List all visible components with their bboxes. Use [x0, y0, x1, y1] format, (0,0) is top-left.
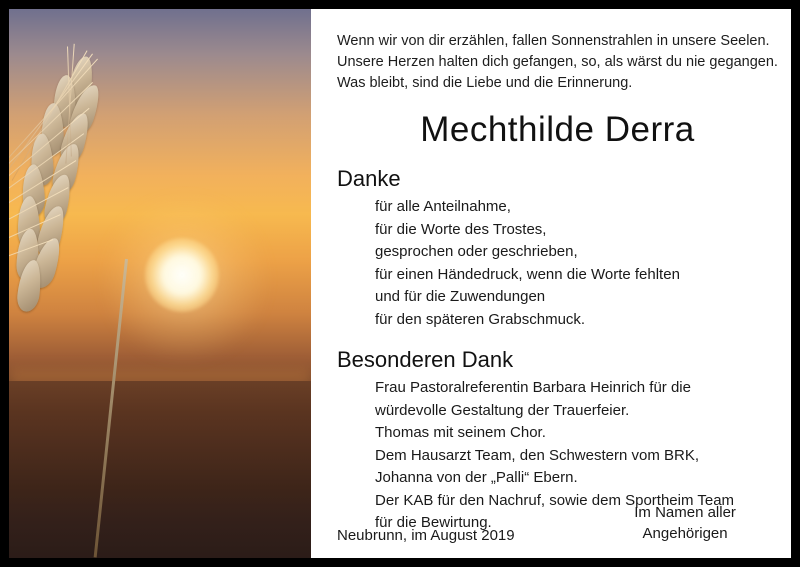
special-thanks-line: Der KAB für den Nachruf, sowie dem Sportheim Team — [375, 491, 735, 509]
field-ground — [9, 381, 311, 558]
card-footer — [337, 502, 778, 544]
deceased-name: Mechthilde Derra — [420, 110, 695, 150]
place-and-date: Neubrunn, im August 2019 — [337, 527, 515, 544]
on-behalf-line: Im Namen aller — [634, 504, 736, 521]
sun-icon — [145, 238, 219, 312]
poem-line: Unsere Herzen halten dich gefangen, so, als wärst du nie gegangen. — [337, 54, 778, 71]
card-text-content — [311, 9, 796, 558]
card-inner — [9, 9, 791, 558]
on-behalf-line: Angehörigen — [642, 525, 728, 542]
poem — [337, 31, 778, 94]
special-thanks-line: Dem Hausarzt Team, den Schwestern vom BRK, — [375, 446, 700, 464]
special-thanks-line: Thomas mit seinem Chor. — [375, 424, 546, 442]
thanks-line: gesprochen oder geschrieben, — [375, 243, 578, 261]
special-thanks-line: Johanna von der „Palli“ Ebern. — [375, 469, 578, 487]
special-thanks-line: würdevolle Gestaltung der Trauerfeier. — [375, 401, 630, 419]
sunset-wheat-photo — [9, 9, 311, 558]
thanks-line: und für die Zuwendungen — [375, 288, 546, 306]
thanks-line: für den späteren Grabschmuck. — [375, 310, 586, 328]
special-thanks-heading: Besonderen Dank — [337, 347, 514, 373]
special-thanks-line: für die Bewirtung. — [375, 514, 492, 532]
poem-line: Was bleibt, sind die Liebe und die Erinnerung. — [337, 75, 633, 92]
special-thanks-line: Frau Pastoralreferentin Barbara Heinrich für die — [375, 379, 691, 397]
thanks-heading: Danke — [337, 166, 401, 192]
thanks-line: für alle Anteilnahme, — [375, 198, 511, 216]
thanks-line: für einen Händedruck, wenn die Worte fehlten — [375, 265, 680, 283]
thanks-line: für die Worte des Trostes, — [375, 220, 547, 238]
thanks-list — [375, 196, 778, 331]
on-behalf-of — [634, 502, 778, 544]
poem-line: Wenn wir von dir erzählen, fallen Sonnenstrahlen in unsere Seelen. — [337, 33, 770, 49]
